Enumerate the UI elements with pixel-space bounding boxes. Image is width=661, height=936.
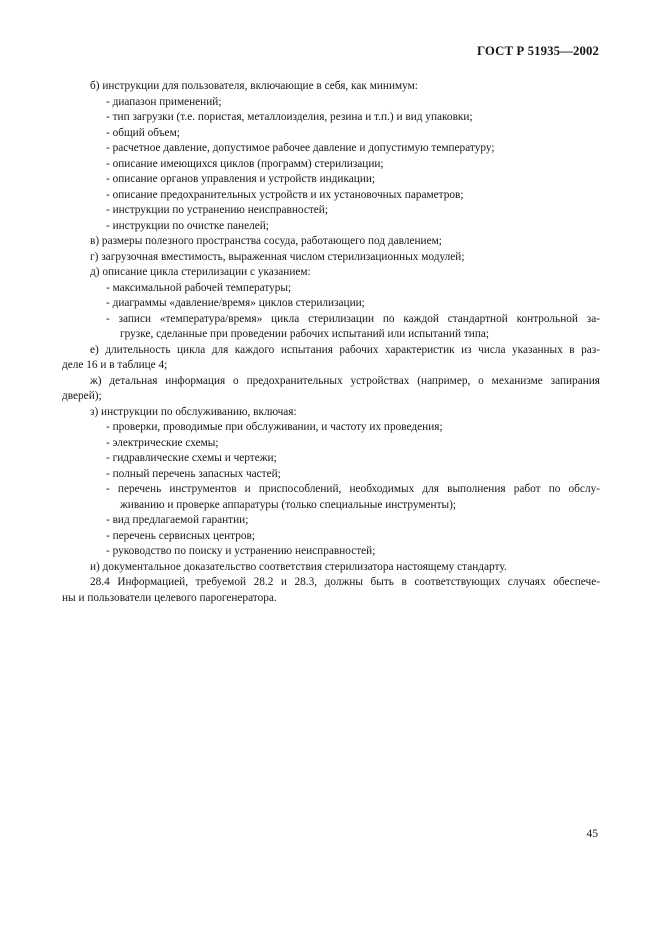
- text-line: - описание предохранительных устройств и их установочных параметров;: [106, 188, 464, 201]
- text-line: - гидравлические схемы и чертежи;: [106, 452, 277, 464]
- text-line: - общий объем;: [106, 126, 180, 139]
- text-line: д) описание цикла стерилизации с указанием:: [90, 266, 311, 278]
- text-line: - электрические схемы;: [106, 436, 219, 449]
- text-line: - перечень сервисных центров;: [106, 529, 256, 542]
- text-line: - инструкции по очистке панелей;: [106, 219, 269, 232]
- text-line: г) загрузочная вместимость, выраженная числом стерилизационных модулей;: [90, 250, 465, 263]
- text-line: - перечень инструментов и приспособлений, необходимых для выполнения работ по обслу-: [106, 483, 600, 495]
- text-line: ны и пользователи целевого парогенератора.: [62, 591, 277, 604]
- text-line: з) инструкции по обслуживанию, включая:: [90, 405, 297, 418]
- text-line: е) длительность цикла для каждого испытания рабочих характеристик из числа указанных в раз-: [90, 343, 600, 356]
- text-line: - вид предлагаемой гарантии;: [106, 514, 249, 526]
- page-number: 45: [586, 828, 598, 840]
- text-line: живанию и проверке аппаратуры (только специальные инструменты);: [120, 498, 457, 511]
- document-header-standard-number: ГОСТ Р 51935—2002: [476, 44, 599, 58]
- text-line: - записи «температура/время» цикла стерилизации по каждой стандартной контрольной за-: [106, 312, 600, 325]
- document-body: [62, 79, 600, 606]
- text-line: - максимальной рабочей температуры;: [106, 281, 292, 294]
- text-line: дверей);: [62, 390, 102, 402]
- text-line: - диапазон применений;: [106, 95, 222, 108]
- text-line: - описание имеющихся циклов (программ) стерилизации;: [106, 157, 384, 170]
- text-line: - руководство по поиску и устранению неисправностей;: [106, 545, 376, 557]
- text-line: - полный перечень запасных частей;: [106, 467, 281, 480]
- text-line: - инструкции по устранению неисправностей;: [106, 204, 328, 216]
- text-line: ж) детальная информация о предохранительных устройствах (например, о механизме запирания: [90, 374, 600, 387]
- text-line: - проверки, проводимые при обслуживании, и частоту их проведения;: [106, 421, 443, 433]
- text-line: и) документальное доказательство соответствия стерилизатора настоящему стандарту.: [90, 560, 507, 573]
- text-line: - диаграммы «давление/время» циклов стерилизации;: [106, 297, 365, 309]
- text-line: - тип загрузки (т.е. пористая, металлоизделия, резина и т.п.) и вид упаковки;: [106, 111, 473, 123]
- text-line: грузке, сделанные при проведении рабочих испытаний или испытаний типа;: [120, 328, 490, 340]
- text-line: б) инструкции для пользователя, включающие в себя, как минимум:: [90, 80, 418, 92]
- text-line: 28.4 Информацией, требуемой 28.2 и 28.3, должны быть в соответствующих случаях обеспече-: [90, 576, 600, 588]
- text-line: в) размеры полезного пространства сосуда, работающего под давлением;: [90, 235, 442, 247]
- text-line: - описание органов управления и устройств индикации;: [106, 173, 376, 185]
- text-line: - расчетное давление, допустимое рабочее давление и допустимую температуру;: [106, 142, 495, 154]
- text-line: деле 16 и в таблице 4;: [62, 359, 168, 371]
